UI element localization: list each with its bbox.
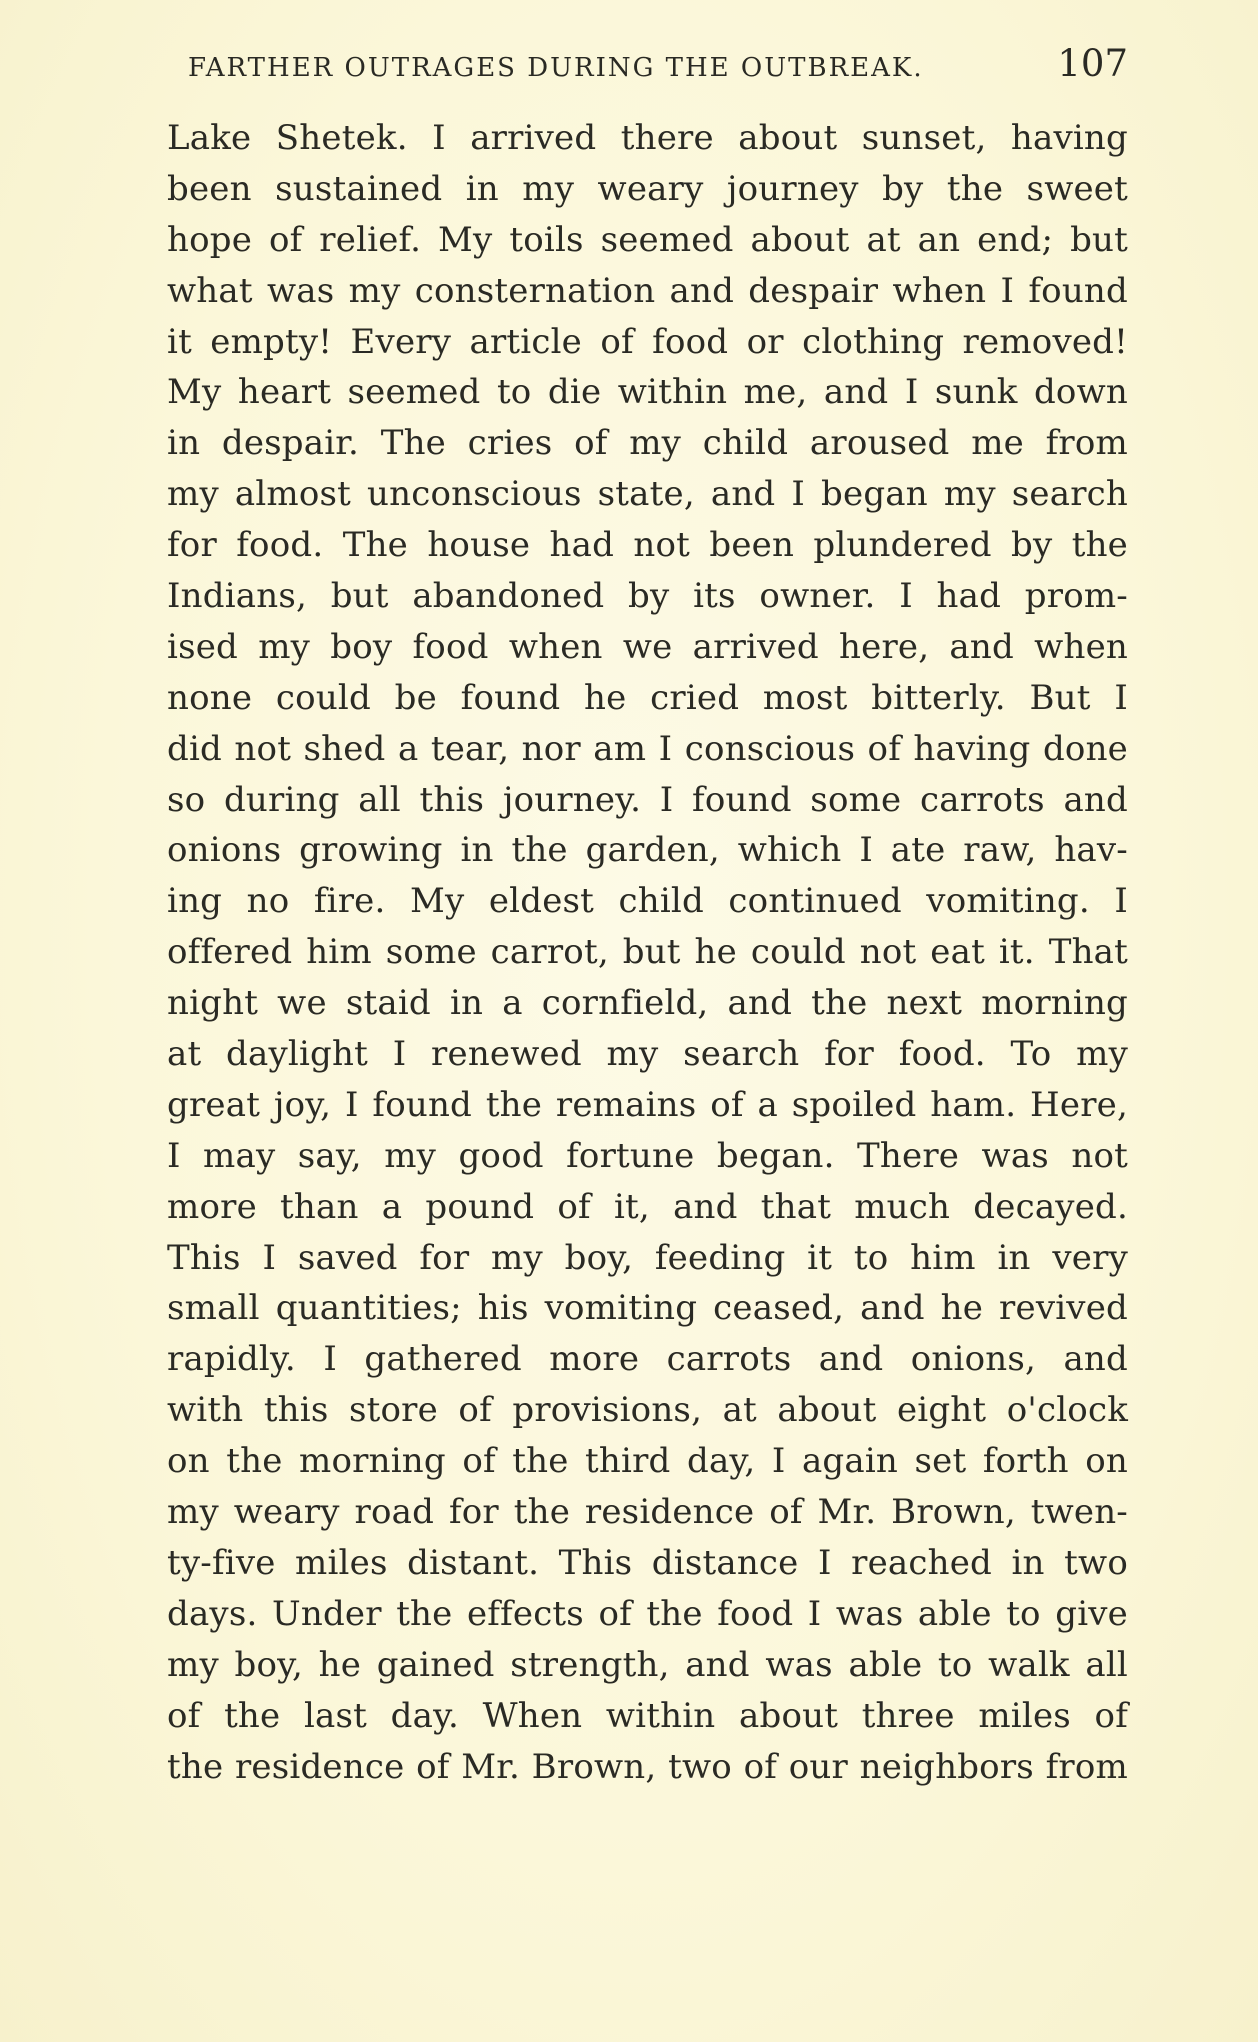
text-line: in despair. The cries of my child aroused me from bbox=[167, 423, 1128, 464]
text-line: what was my consternation and despair when I found bbox=[167, 270, 1128, 311]
text-line: did not shed a tear, nor am I conscious of having done bbox=[167, 728, 1128, 769]
text-line: night we staid in a cornfield, and the next morning bbox=[167, 983, 1128, 1024]
text-line: I may say, my good fortune began. There was not bbox=[167, 1135, 1128, 1176]
text-line: more than a pound of it, and that much decayed. bbox=[167, 1186, 1128, 1227]
text-line: rapidly. I gathered more carrots and onions, and bbox=[167, 1339, 1128, 1380]
text-line: the residence of Mr. Brown, two of our neighbors from bbox=[167, 1746, 1128, 1787]
text-line: so during all this journey. I found some carrots and bbox=[167, 779, 1128, 820]
text-line: My heart seemed to die within me, and I sunk down bbox=[167, 372, 1128, 413]
text-line: ty-five miles distant. This distance I reached in two bbox=[167, 1542, 1128, 1583]
running-head-title: FARTHER OUTRAGES DURING THE OUTBREAK. bbox=[188, 53, 924, 83]
page-number: 107 bbox=[1057, 42, 1128, 85]
text-line: Lake Shetek. I arrived there about sunset, having bbox=[167, 118, 1128, 158]
text-line: great joy, I found the remains of a spoiled ham. Here, bbox=[167, 1084, 1128, 1125]
text-line: onions growing in the garden, which I ate raw, hav- bbox=[167, 830, 1128, 871]
text-line: it empty! Every article of food or clothing removed! bbox=[167, 321, 1128, 362]
text-line: at daylight I renewed my search for food. To my bbox=[167, 1034, 1128, 1075]
text-line: Indians, but abandoned by its owner. I had prom- bbox=[167, 576, 1128, 617]
text-line: hope of relief. My toils seemed about at an end; but bbox=[167, 219, 1128, 260]
body-text bbox=[167, 113, 1128, 1792]
text-line: with this store of provisions, at about eight o'clock bbox=[167, 1390, 1128, 1431]
text-line: none could be found he cried most bitterly. But I bbox=[167, 677, 1128, 718]
text-line: been sustained in my weary journey by the sweet bbox=[167, 168, 1128, 209]
text-line: my boy, he gained strength, and was able to walk all bbox=[167, 1644, 1128, 1685]
text-line: days. Under the effects of the food I was able to give bbox=[167, 1593, 1128, 1634]
text-line: of the last day. When within about three miles of bbox=[167, 1695, 1128, 1736]
text-line: offered him some carrot, but he could not eat it. That bbox=[167, 932, 1128, 973]
text-line: for food. The house had not been plundered by the bbox=[167, 525, 1128, 566]
text-line: This I saved for my boy, feeding it to him in very bbox=[167, 1237, 1128, 1278]
text-line: on the morning of the third day, I again set forth on bbox=[167, 1441, 1128, 1482]
text-line: my weary road for the residence of Mr. Brown, twen- bbox=[167, 1492, 1128, 1533]
text-line: ised my boy food when we arrived here, and when bbox=[167, 626, 1128, 667]
text-line: ing no fire. My eldest child continued vomiting. I bbox=[167, 881, 1128, 922]
text-line: my almost unconscious state, and I began my search bbox=[167, 474, 1128, 515]
text-line: small quantities; his vomiting ceased, and he revived bbox=[167, 1288, 1128, 1329]
running-head bbox=[188, 42, 1128, 86]
